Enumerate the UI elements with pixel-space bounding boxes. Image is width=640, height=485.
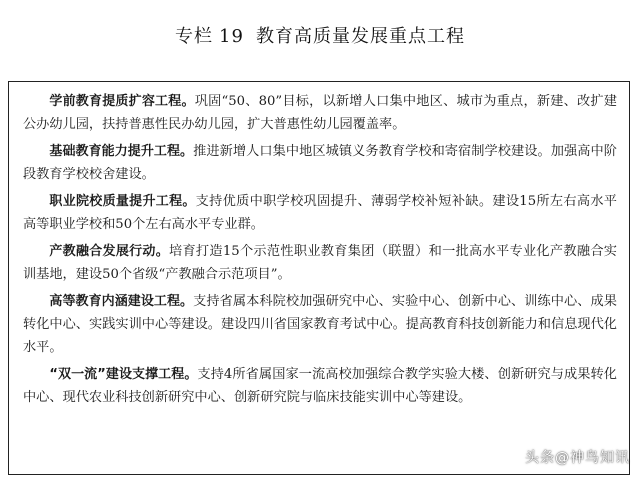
project-item-vocational [23,190,617,236]
project-item-preschool [23,90,617,136]
project-item-higher-education [23,290,617,359]
column-box [8,81,630,475]
column-title-text: 教育高质量发展重点工程 [255,26,465,47]
column-title-number: 19 [219,26,244,47]
project-body: 推进新增人口集中地区城镇义务教育学校和寄宿制学校建设。加强高中阶段教育学校校舍建设。 [23,144,617,182]
project-heading: 高等教育内涵建设工程。 [49,294,194,309]
project-body: 巩固“50、80”目标，以新增人口集中地区、城市为重点，新建、改扩建公办幼儿园，扶持普惠性民办幼儿园，扩大普惠性幼儿园覆盖率。 [23,94,617,132]
column-title [0,22,640,48]
project-body: 支持省属本科院校加强研究中心、实验中心、创新中心、训练中心、成果转化中心、实践实训中心等建设。建设四川省国家教育考试中心。提高教育科技创新能力和信息现代化水平。 [23,294,617,355]
source-watermark: 头条@神鸟知讯 [525,450,630,466]
column-title-prefix: 专栏 [175,26,214,47]
project-body: 支持4所省属国家一流高校加强综合教学实验大楼、创新研究与成果转化中心、现代农业科技创新研究中心、创新研究院与临床技能实训中心等建设。 [23,367,617,405]
project-body: 培育打造15个示范性职业教育集团（联盟）和一批高水平专业化产教融合实训基地，建设50个省级“产教融合示范项目”。 [23,244,617,282]
project-heading: “双一流”建设支撑工程。 [49,367,198,382]
project-body: 支持优质中职学校巩固提升、薄弱学校补短补缺。建设15所左右高水平高等职业学校和50个左右高水平专业群。 [23,194,617,232]
project-heading: 学前教育提质扩容工程。 [49,94,195,109]
project-heading: 职业院校质量提升工程。 [49,194,196,209]
project-heading: 产教融合发展行动。 [49,244,169,259]
project-item-industry-education [23,240,617,286]
project-heading: 基础教育能力提升工程。 [49,144,194,159]
project-item-double-first-class [23,363,617,409]
project-item-basic-education [23,140,617,186]
